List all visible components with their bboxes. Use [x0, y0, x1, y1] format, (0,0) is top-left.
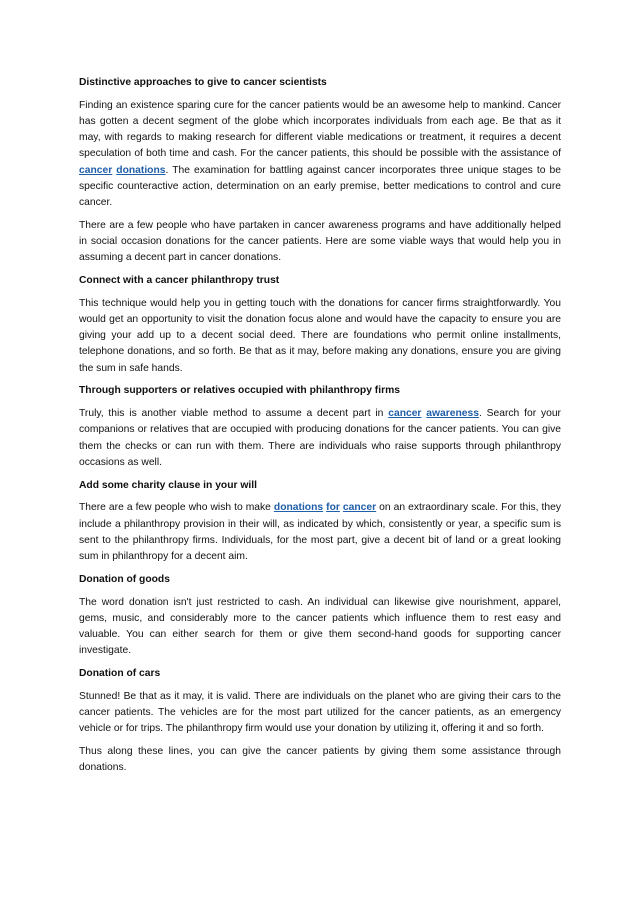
section-heading-supporters: Through supporters or relatives occupied with philanthropy firms — [79, 385, 400, 397]
section-heading-cars: Donation of cars — [79, 668, 161, 680]
section-heading-goods: Donation of goods — [79, 573, 170, 585]
document-title: Distinctive approaches to give to cancer scientists — [79, 77, 327, 88]
link-donations[interactable]: donations — [273, 502, 324, 514]
link-awareness[interactable]: awareness — [426, 408, 479, 420]
section-body-cars: Stunned! Be that as it may, it is valid. There are individuals on the planet who are giving their cars to the cancer patients. The vehicles are for the most part utilized for the cancer patients, as an emergency vehicle or for trips. The philanthropy firm would use your donation by utilizing it, offering it and so forth. — [79, 690, 561, 735]
text-run: There are a few people who wish to make — [79, 502, 274, 514]
link-donations[interactable]: donations — [116, 164, 166, 176]
section-heading-charity-clause: Add some charity clause in your will — [79, 479, 257, 491]
text-run: Truly, this is another viable method to assume a decent part in — [79, 408, 389, 420]
link-cancer[interactable]: cancer — [342, 502, 377, 514]
section-body-goods: The word donation isn't just restricted to cash. An individual can likewise give nourishment, apparel, gems, music, and considerably more to the cancer patients which influence them to rest easy and valuable. You can either search for them or give them second-hand goods for supporting cancer investigate. — [79, 596, 561, 657]
link-cancer[interactable]: cancer — [388, 408, 422, 420]
text-run: . Search for your companions or relatives that are occupied with producing donations for the cancer patients. You can give them the checks or can run with them. There are individuals who raise supports through philanthropy occasions as well. — [79, 408, 561, 468]
document-page — [79, 75, 561, 783]
intro-paragraph-1 — [79, 98, 561, 211]
section-body-supporters — [79, 406, 561, 471]
conclusion-paragraph: Thus along these lines, you can give the cancer patients by giving them some assistance through donations. — [79, 746, 561, 774]
section-body-charity-clause — [79, 500, 561, 565]
text-run: Finding an existence sparing cure for the cancer patients would be an awesome help to mankind. Cancer has gotten a decent segment of the globe which incorporates individuals from each age. Be that as it may, with regards to making research for different viable medications or treatment, it requires a decent speculation of both time and cash. For the cancer patients, this should be possible with the assistance of — [79, 99, 561, 160]
intro-paragraph-2: There are a few people who have partaken in cancer awareness programs and have additionally helped in social occasion donations for the cancer patients. Here are some viable ways that would help you in assuming a decent part in cancer donations. — [79, 219, 561, 264]
text-run: . The examination for battling against cancer incorporates three unique stages to be specific counteractive action, determination on an early premise, better medications to control and cure cancer. — [79, 164, 561, 209]
section-body-philanthropy-trust: This technique would help you in getting touch with the donations for cancer firms straightforwardly. You would get an opportunity to visit the donation focus alone and would have the capacity to ensure you are giving your add up to a decent social deed. There are foundations who permit online installments, telephone donations, and so forth. Be that as it may, before making any donations, ensure you are giving the sum in safe hands. — [79, 297, 561, 374]
section-heading-philanthropy-trust: Connect with a cancer philanthropy trust — [79, 275, 280, 287]
link-for[interactable]: for — [326, 502, 340, 514]
text-run: on an extraordinary scale. For this, they include a philanthropy provision in their will, as indicated by which, consistently or year, a specific sum is sent to the philanthropy firms. Individuals, for the most part, give a decent bit of land or a great looking sum in philanthropy for a decent aim. — [79, 502, 561, 563]
link-cancer[interactable]: cancer — [79, 164, 113, 176]
